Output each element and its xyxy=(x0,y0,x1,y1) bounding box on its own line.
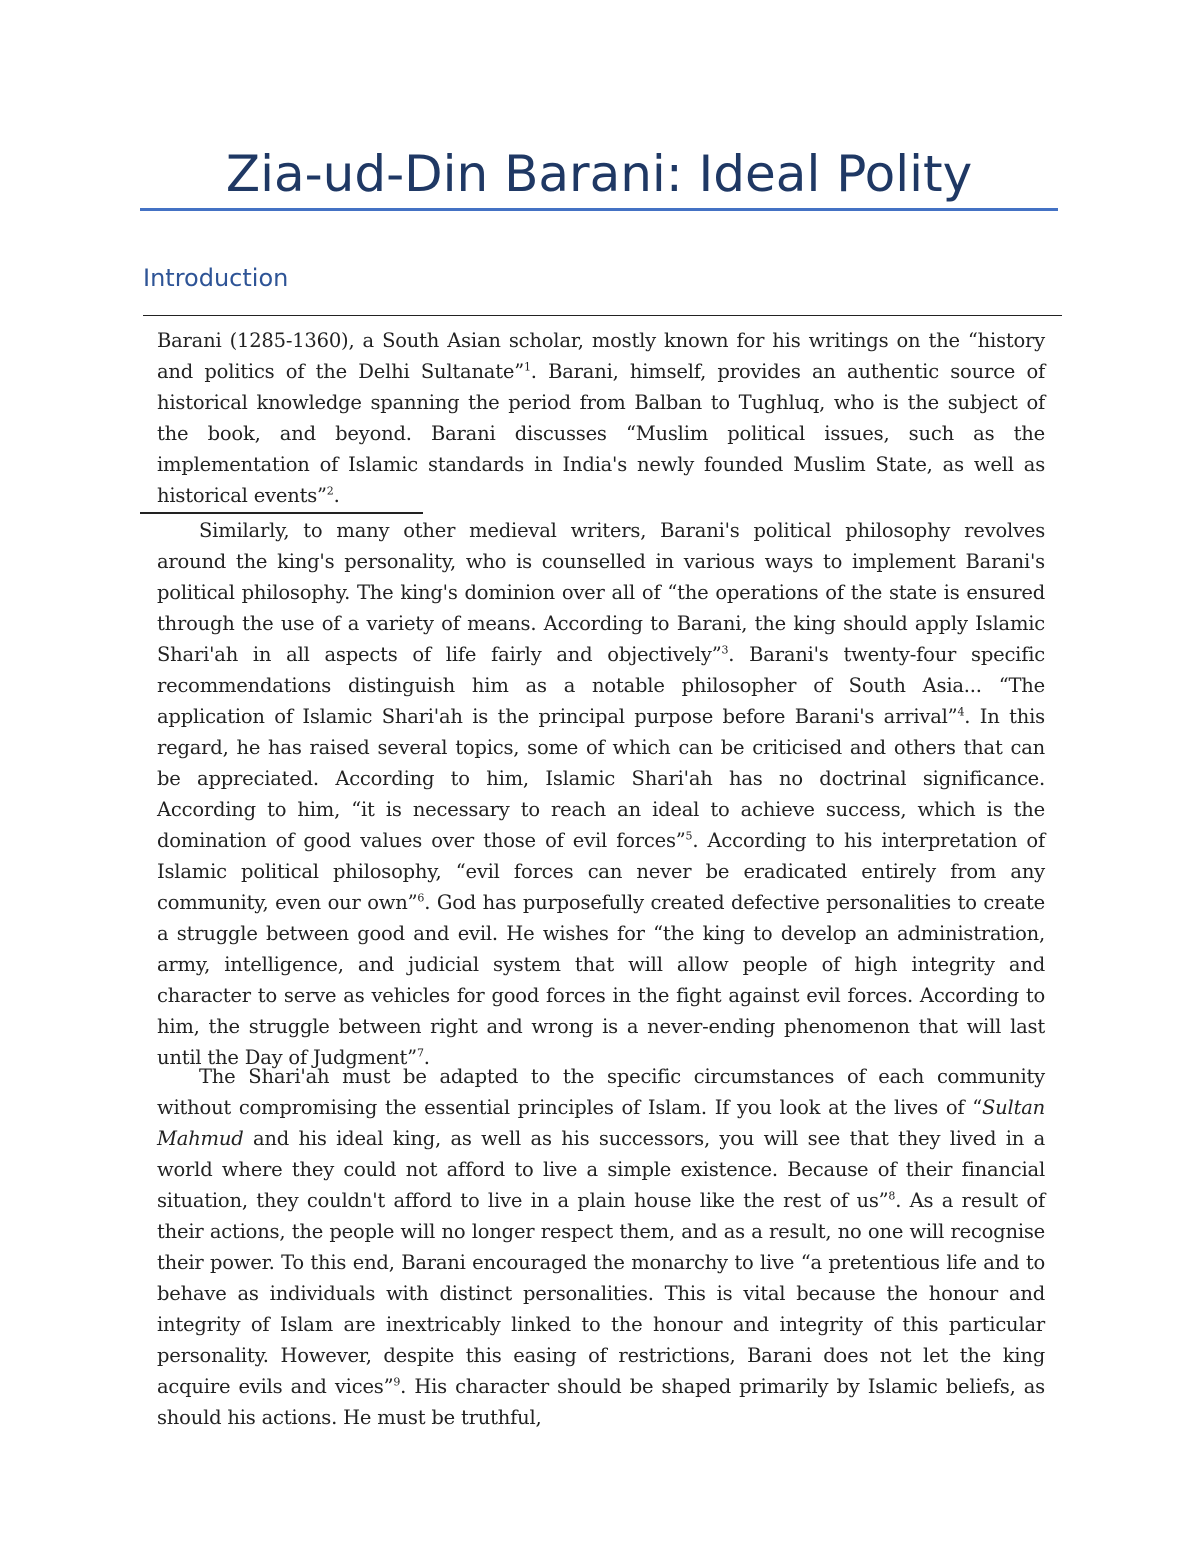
paragraph-3-text-c: . As a result of their actions, the people will no longer respect them, and as a result, no one will recognise their power. To this end, Barani encouraged the monarchy to live “a pretentious life and to behave as individuals with distinct personalities. This is vital because the honour and integrity of Islam are inextricably linked to the honour and integrity of this particular personality. However, despite this easing of restrictions, Barani does not let the king acquire evils and vices” xyxy=(157,1189,1045,1398)
paragraph-3-text-a: The Shari'ah must be adapted to the specific circumstances of each community without compromising the essential principles of Islam. If you look at the lives of “ xyxy=(157,1065,1045,1119)
paragraph-1-text-c: . xyxy=(333,484,340,507)
paragraph-3-text-b: and his ideal king, as well as his successors, you will see that they lived in a world where they could not afford to live a simple existence. Because of their financial situation, they couldn't afford to live in a plain house like the rest of us” xyxy=(157,1127,1045,1212)
document-title: Zia-ud-Din Barani: Ideal Polity xyxy=(225,145,973,203)
paragraph-1-text-a: Barani (1285-1360), a South Asian scholar, mostly known for his writings on the “history and politics of the Delhi Sultanate” xyxy=(157,329,1045,383)
paragraph-2-text-a: Similarly, to many other medieval writers, Barani's political philosophy revolves around the king's personality, who is counselled in various ways to implement Barani's political philosophy. The king's dominion over all of “the operations of the state is ensured through the use of a variety of means. According to Barani, the king should apply Islamic Shari'ah in all aspects of life fairly and objectively” xyxy=(157,519,1045,666)
paragraph-2-text-d: . According to his interpretation of Islamic political philosophy, “evil forces can never be eradicated entirely from any community, even our own” xyxy=(157,829,1045,914)
paragraph-3-text-d: . His character should be shaped primarily by Islamic beliefs, as should his actions. He must be truthful, xyxy=(157,1375,1045,1429)
footnote-ref-1[interactable]: 1 xyxy=(523,360,531,374)
paragraph-2 xyxy=(157,515,1045,1073)
footnote-ref-7[interactable]: 7 xyxy=(416,1046,424,1060)
footnote-ref-9[interactable]: 9 xyxy=(393,1375,401,1389)
paragraph-3 xyxy=(157,1061,1045,1433)
paragraph-2-text-b: . Barani's twenty-four specific recommendations distinguish him as a notable philosopher of South Asia... “The application of Islamic Shari'ah is the principal purpose before Barani's arrival” xyxy=(157,643,1045,728)
footnote-ref-2[interactable]: 2 xyxy=(326,484,334,498)
paragraph-2-text-e: . God has purposefully created defective personalities to create a struggle between good and evil. He wishes for “the king to develop an administration, army, intelligence, and judicial system that will allow people of high integrity and character to serve as vehicles for good forces in the fight against evil forces. According to him, the struggle between right and wrong is a never-ending phenomenon that will last until the Day of Judgment” xyxy=(157,891,1045,1069)
footnote-ref-8[interactable]: 8 xyxy=(888,1189,896,1203)
paragraph-1-text-b: . Barani, himself, provides an authentic source of historical knowledge spanning the period from Balban to Tughluq, who is the subject of the book, and beyond. Barani discusses “Muslim political issues, such as the implementation of Islamic standards in India's newly founded Muslim State, as well as historical events” xyxy=(157,360,1045,507)
footnote-ref-4[interactable]: 4 xyxy=(957,705,965,719)
footnote-ref-5[interactable]: 5 xyxy=(685,829,693,843)
footnote-ref-3[interactable]: 3 xyxy=(721,643,729,657)
paragraph-2-text-f: . xyxy=(423,1046,430,1069)
footnote-ref-6[interactable]: 6 xyxy=(417,891,425,905)
title-underline xyxy=(140,208,1058,211)
paragraph-1 xyxy=(157,325,1045,511)
heading-rule xyxy=(143,315,1062,316)
section-heading: Introduction xyxy=(143,264,289,292)
footnote-separator xyxy=(140,512,423,514)
paragraph-3-italic: Sultan Mahmud xyxy=(157,1096,1045,1150)
paragraph-2-text-c: . In this regard, he has raised several topics, some of which can be criticised and others that can be appreciated. According to him, Islamic Shari'ah has no doctrinal significance. According to him, “it is necessary to reach an ideal to achieve success, which is the domination of good values over those of evil forces” xyxy=(157,705,1045,852)
